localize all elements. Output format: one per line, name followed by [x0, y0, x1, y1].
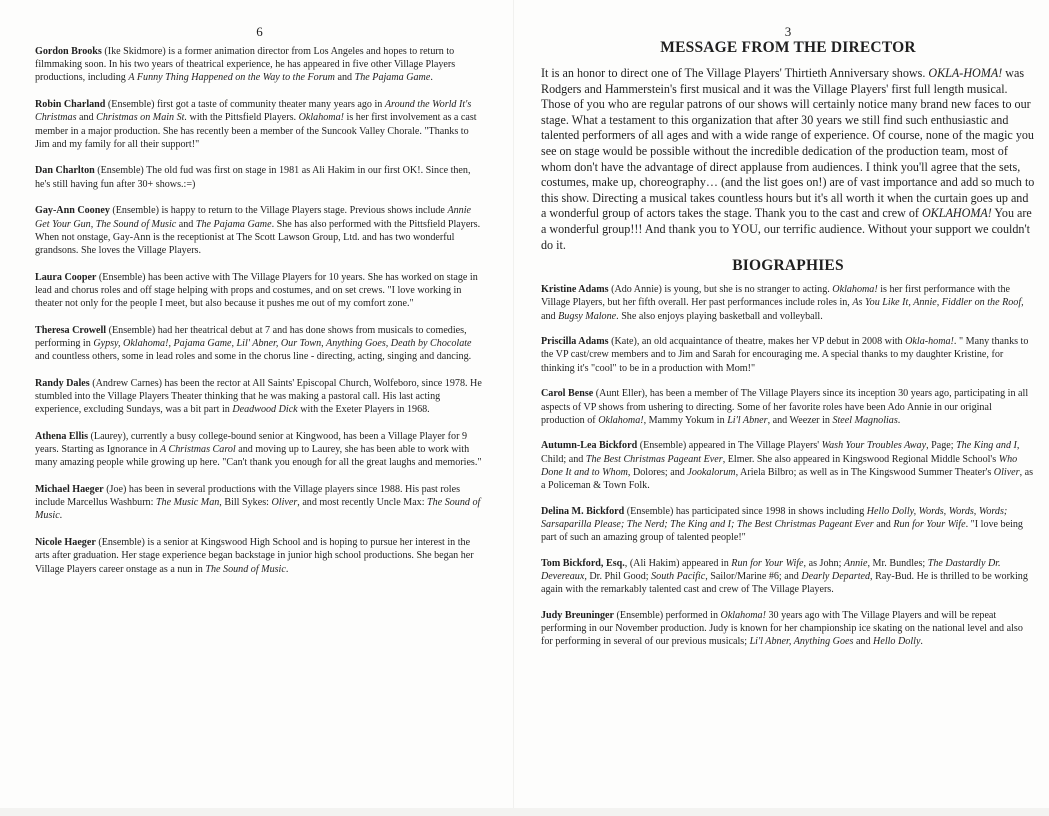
bio-name: Theresa Crowell — [35, 324, 107, 336]
title-italic: Annie Get Your Gun, The Sound of Music — [35, 205, 471, 230]
bio-text: (Ensemble) has participated since 1998 in shows including — [624, 505, 867, 517]
bio-text: . She also enjoys playing basketball and volleyball. — [616, 310, 823, 322]
title-italic: Oklahoma! — [598, 414, 644, 426]
bio-text: and — [76, 112, 97, 124]
message-heading: MESSAGE FROM THE DIRECTOR — [660, 39, 916, 56]
bio-name: Nicole Haeger — [35, 537, 96, 549]
title-italic: Run for Your Wife — [731, 557, 804, 569]
bio-text: (Ike Skidmore) is a former animation director from Los Angeles and hopes to return to filmmaking soon. In his two years of theatrical experience, he has appeared in five other Village Players productions, including — [35, 46, 456, 84]
title-italic: Oklahoma! — [832, 284, 878, 296]
bio-text: You are a wonderful group!!! And thank you to YOU, our terrific audience. Without your support we couldn't do it. — [541, 206, 1032, 252]
bio-text: (Ensemble) performed in — [614, 609, 721, 621]
bio-entry — [35, 324, 484, 364]
title-italic: The Pajama Game — [354, 72, 431, 84]
bio-text: , and most recently Uncle Max: — [297, 497, 428, 509]
bio-text: was Rodgers and Hammerstein's first musical and it was the Village Players' first full length musical. Those of you who are regular patrons of our shows will certainly notice many brand new faces to our stage. What a testament to this organization that after 30 years we still find such enthusiastic and talented performers of all ages and with a wide range of experience. Of course, none of the magic you see on stage would be possible without the incredible dedication of the production team, most of whom don't have the advantage of direct applause from audiences. I think you'll agree that the sets, costumes, make up, choreography… (and the list goes on!) are of vast importance and add so much to this show. Directing a musical takes countless hours but it's all worth it when the curtain goes up and a wonderful group of actors takes the stage. Thank you to the cast and crew of — [541, 66, 1035, 221]
title-italic: Oliver — [993, 466, 1020, 478]
bio-entry — [541, 335, 1035, 375]
title-italic: Wash Your Troubles Away — [821, 440, 927, 452]
bio-text: is her first performance with the Village Players, but her fifth overall. Her past performances include roles in, — [541, 284, 1011, 309]
title-italic: Run for Your Wife — [893, 518, 966, 530]
bio-entry — [35, 430, 484, 470]
page-number-left: 6 — [256, 24, 263, 39]
bio-text: (Ensemble) first got a taste of community theater many years ago in — [105, 99, 385, 111]
bio-text: (Aunt Eller), has been a member of The Village Players since its inception 30 years ago, participating in all aspects of VP shows from ushering to directing. Some of her favorite roles have been Ado Annie in our original production of — [541, 388, 1029, 426]
bio-text: (Ensemble) had her theatrical debut at 7 and has done shows from musicals to comedies, performing in — [35, 324, 467, 349]
title-italic: A Funny Thing Happened on the Way to the Forum — [128, 72, 335, 84]
title-italic: Dearly Departed — [801, 571, 871, 583]
bio-text: , Elmer. She also appeared in Kingswood Regional Middle School's — [722, 453, 999, 465]
title-italic: Jookalorum — [687, 466, 736, 478]
title-italic: Oklahoma! — [720, 609, 766, 621]
bio-name: Autumn-Lea Bickford — [541, 440, 638, 452]
bio-entry — [35, 483, 484, 523]
bio-entry — [35, 98, 484, 151]
bio-name: Tom Bickford, Esq. — [541, 557, 625, 569]
bio-text: , as a Policeman & Town Folk. — [541, 466, 1034, 492]
bio-text: and moving up to Laurey, she has been able to work with many amazing people while growing up here. "Can't thank you enough for all the great laughs and memories." — [35, 444, 482, 469]
title-italic: Annie — [843, 557, 868, 569]
title-italic: Oklahoma! — [298, 112, 345, 124]
bio-name: Judy Breuninger — [541, 609, 615, 621]
title-italic: OKLA-HOMA! — [928, 66, 1003, 80]
title-italic: The Sound of Music — [205, 563, 286, 575]
title-italic: Hello Dolly, Words, Words, Words; Sarsaparilla Please; The Nerd; The King and I; The Best Christmas Pageant Ever — [541, 505, 1008, 530]
bio-name: Delina M. Bickford — [541, 505, 625, 517]
title-italic: Steel Magnolias — [832, 414, 898, 426]
title-italic: Gypsy, Oklahoma!, Pajama Game, Lil' Abner, Our Town, Anything Goes, Death by Chocolate — [93, 337, 472, 349]
bio-text: is her first involvement as a cast member in a major production. She has recently been a member of the Suncook Valley Chorale. "Thanks to Jim and my family for all their support!" — [35, 112, 477, 150]
bio-text: , Bill Sykes: — [219, 497, 272, 509]
title-italic: Bugsy Malone — [558, 310, 617, 322]
bio-text: , Mammy Yokum in — [643, 414, 728, 426]
bio-text: with the Pittsfield Players. — [187, 112, 299, 124]
bio-text: and — [176, 218, 196, 230]
bio-entry — [541, 439, 1035, 492]
bio-text: , Ray-Bud. He is thrilled to be working again with the remarkably talented cast and crew of The Village Players. — [541, 571, 1028, 596]
bio-text: and — [334, 72, 355, 84]
bio-text: , and Weezer in — [767, 414, 833, 426]
bio-name: Robin Charland — [35, 99, 106, 111]
title-italic: Who Done It and to Whom — [541, 453, 1018, 478]
bio-text: . — [897, 414, 901, 426]
bio-entry — [541, 557, 1035, 597]
director-message — [541, 66, 1035, 253]
title-italic: The Music Man — [155, 497, 220, 509]
bio-name: Laura Cooper — [35, 271, 97, 283]
bio-name: Dan Charlton — [35, 165, 95, 177]
biographies-heading: BIOGRAPHIES — [732, 257, 844, 275]
bio-entry — [35, 45, 484, 85]
bio-name: Priscilla Adams — [541, 336, 609, 348]
bio-text: , Dolores; and — [627, 466, 688, 478]
bio-text: with the Exeter Players in 1968. — [297, 404, 430, 416]
left-page — [0, 0, 514, 816]
bio-text: and — [541, 310, 559, 322]
bio-text: . — [285, 563, 289, 575]
bio-text: . — [920, 636, 923, 648]
bio-text: . — [59, 510, 63, 522]
title-italic: Christmas on Main St. — [96, 112, 187, 124]
bio-text: and — [873, 518, 894, 530]
title-italic: OKLAHOMA! — [921, 206, 992, 221]
bio-entry — [541, 387, 1035, 427]
bio-text: , Child; and — [541, 440, 1020, 465]
title-italic: The Pajama Game — [195, 218, 272, 230]
bio-text: (Kate), an old acquaintance of theatre, makes her VP debut in 2008 with — [608, 336, 906, 348]
title-italic: Oliver — [271, 497, 298, 509]
title-italic: The Best Christmas Pageant Ever — [585, 453, 723, 465]
bio-text: (Andrew Carnes) has been the rector at All Saints' Episcopal Church, Wolfeboro, since 1978. He stumbled into the Village Players Theater thinking that he was making a pastoral call. His last acting experience, excluding Sundays, was a bit part in — [35, 377, 482, 416]
bio-text: . She has also performed with the Pittsfield Players. When not onstage, Gay-Ann is the receptionist at The Scott Lawson Group, Ltd. and has two wonderful grandsons. She loves the Village Players. — [35, 218, 481, 256]
bio-name: Athena Ellis — [35, 430, 89, 442]
bio-text: (Joe) has been in several productions with the Village players since 1988. His past roles include Marcellus Washburn: — [35, 484, 460, 509]
bio-text: , Dr. Phil Good; — [584, 571, 652, 583]
right-bio-list — [541, 283, 1035, 648]
bio-text: (Ensemble) appeared in The Village Players' — [637, 440, 822, 452]
bio-text: (Ensemble) is happy to return to the Village Players stage. Previous shows include — [109, 205, 448, 217]
title-italic: Li'l Abner — [727, 414, 768, 426]
title-italic: The Dastardly Dr. Devereaux — [541, 557, 1001, 583]
bio-text: and — [853, 636, 874, 648]
page-number-right: 3 — [784, 24, 792, 39]
bio-entry — [541, 505, 1035, 545]
left-bio-list — [35, 45, 484, 576]
bio-text: , Mr. Bundles; — [867, 557, 928, 569]
bio-name: Michael Haeger — [35, 484, 104, 496]
bio-entry — [35, 164, 484, 190]
bio-text: , as John; — [803, 557, 844, 569]
title-italic: The King and I — [956, 440, 1017, 452]
title-italic: Deadwood Dick — [232, 404, 298, 416]
bio-text: (Ado Annie) is young, but she is no stranger to acting. — [608, 284, 833, 296]
bio-text: . " Many thanks to the VP cast/crew members and to Jim and Sarah for encouraging me. A special thanks to my daughter Kristine, for thinking it's "cool" to be in a production with Mom!" — [541, 336, 1029, 374]
bio-name: Kristine Adams — [541, 284, 609, 296]
bio-text: . — [430, 72, 433, 84]
bio-entry — [35, 271, 484, 311]
title-italic: Okla-homa! — [905, 336, 954, 348]
page-bottom-edge — [0, 808, 1049, 816]
bio-text: . "I love being part of such an amazing group of talented people!" — [541, 518, 1023, 544]
bio-text: , Page; — [926, 440, 957, 452]
bio-text: (Ensemble) has been active with The Village Players for 10 years. She has worked on stage in lead and chorus roles and off stage helping with props and costumes, and on set crews. "I love working in theater not only for the people I meet, but also because it pushes me out of my comfort zone." — [35, 271, 478, 310]
bio-name: Gordon Brooks — [35, 46, 102, 57]
title-italic: As You Like It, Annie, Fiddler on the Roof, — [852, 297, 1024, 309]
title-italic: The Sound of Music — [35, 497, 481, 522]
bio-entry — [35, 536, 484, 576]
bio-entry — [541, 609, 1035, 649]
bio-text: 30 years ago with The Village Players and will be repeat performing in our November production. Judy is known for her championship ice skating on the national level and also for performing in several of our previous musicals; — [541, 609, 1023, 648]
title-italic: South Pacific — [651, 571, 706, 583]
title-italic: Around the World It's Christmas — [35, 99, 472, 124]
title-italic: Hello Dolly — [873, 636, 921, 648]
title-italic: A Christmas Carol — [160, 444, 236, 456]
bio-name: Gay-Ann Cooney — [35, 205, 110, 217]
bio-text: (Ensemble) is a senior at Kingswood High School and is hoping to pursue her interest in the arts after graduation. Her stage experience began backstage in junior high school productions. She began her Village Players career onstage as a nun in — [35, 537, 474, 575]
bio-name: Carol Bense — [541, 388, 594, 400]
bio-entry — [541, 283, 1035, 323]
title-italic: Li'l Abner, Anything Goes — [749, 636, 854, 648]
bio-text: , (Ali Hakim) appeared in — [624, 557, 732, 569]
bio-text: (Ensemble) The old fud was first on stage in 1981 as Ali Hakim in our first OK!. Since then, he's still having fun after 30+ shows.:=) — [35, 165, 471, 190]
bio-text: (Laurey), currently a busy college-bound senior at Kingwood, has been a Village Player for 9 years. Starting as Ignorance in — [35, 430, 468, 456]
bio-name: Randy Dales — [35, 377, 90, 389]
bio-text: , Sailor/Marine #6; and — [705, 571, 802, 583]
bio-text: and countless others, some in lead roles and some in the chorus line - directing, acting, singing and dancing. — [35, 351, 472, 363]
bio-text: It is an honor to direct one of The Village Players' Thirtieth Anniversary shows. — [541, 66, 929, 80]
bio-entry — [35, 204, 484, 257]
bio-entry — [35, 377, 484, 417]
right-page — [514, 0, 1049, 816]
bio-text: , Ariela Bilbro; as well as in The Kingswood Summer Theater's — [735, 466, 994, 478]
